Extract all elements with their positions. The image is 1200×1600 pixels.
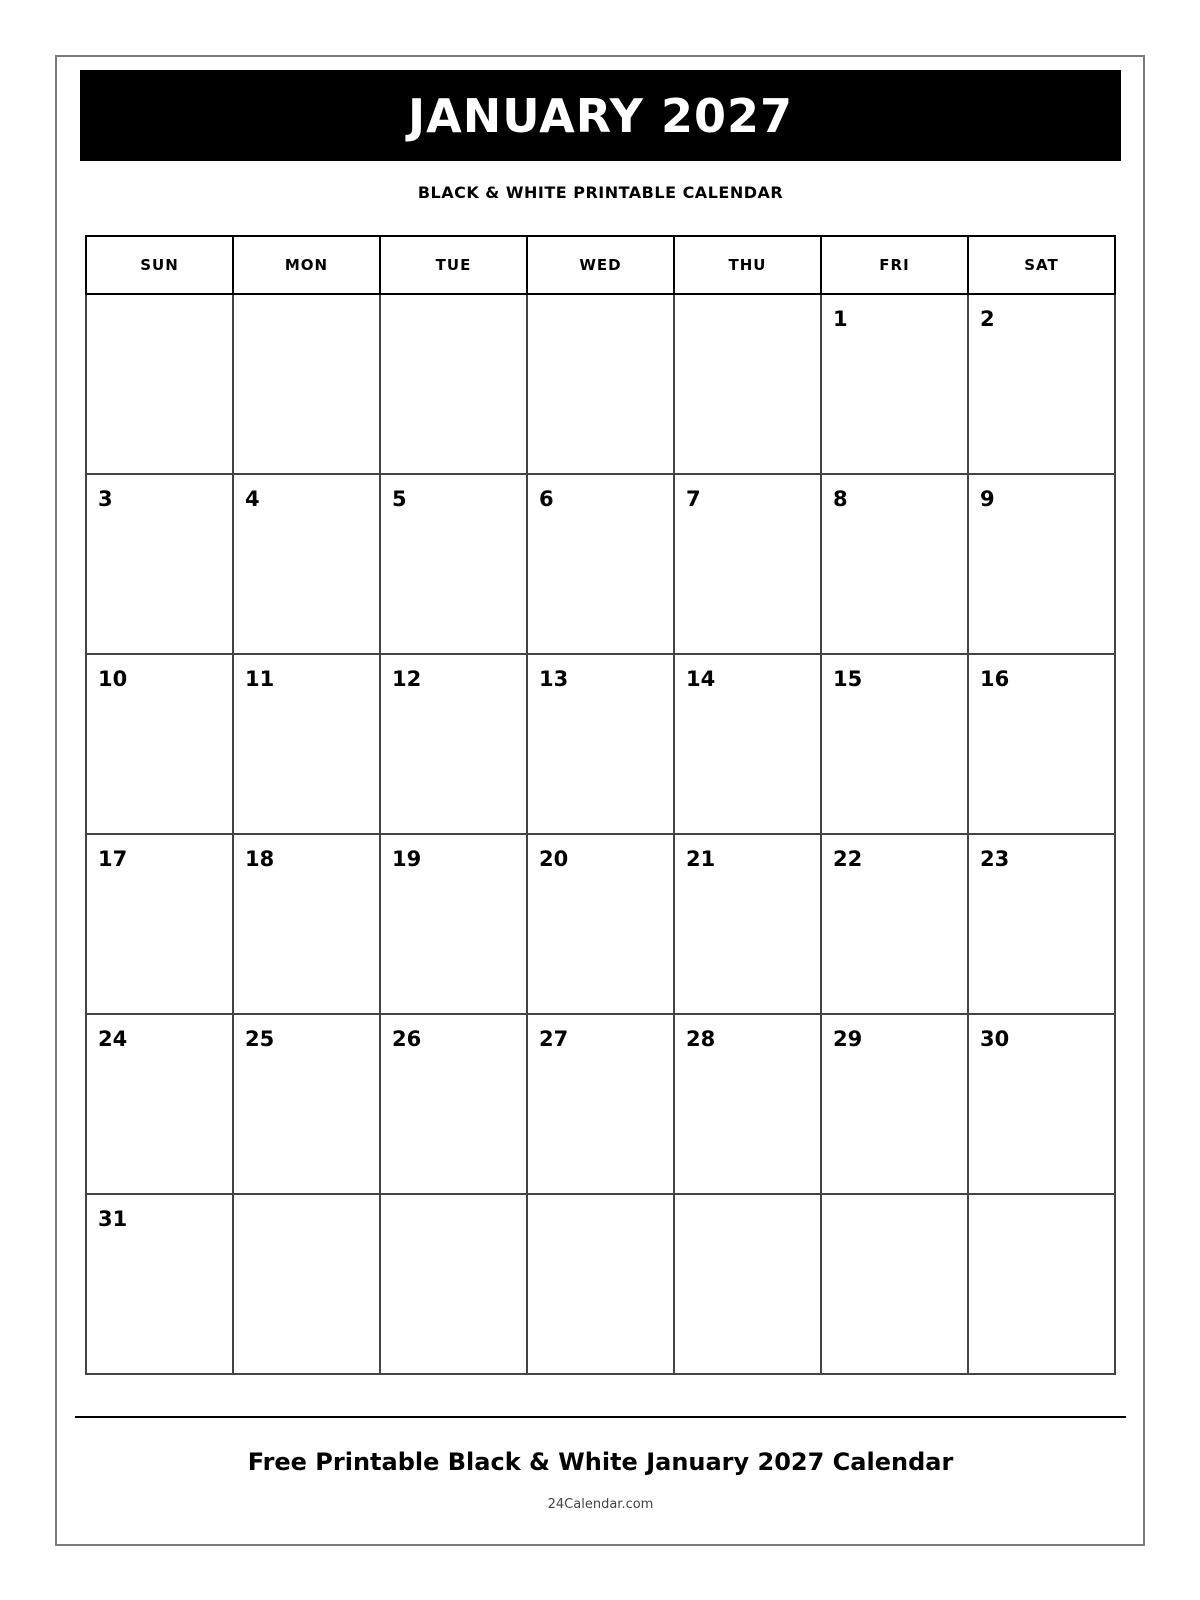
day-cell [380,294,527,474]
day-cell [968,474,1115,654]
day-number: 17 [98,847,128,871]
day-cell [233,1014,380,1194]
weekday-wed: WED [527,236,674,294]
month-title: JANUARY 2027 [407,88,793,143]
day-cell [527,654,674,834]
day-cell [674,834,821,1014]
day-number: 3 [98,487,113,511]
day-cell [527,834,674,1014]
day-cell [86,834,233,1014]
day-cell [674,1194,821,1374]
weekday-thu: THU [674,236,821,294]
weekday-sat: SAT [968,236,1115,294]
day-number: 26 [392,1027,422,1051]
day-cell [86,294,233,474]
day-cell [821,1014,968,1194]
day-cell [380,654,527,834]
day-number: 4 [245,487,260,511]
day-cell [233,474,380,654]
day-cell [527,474,674,654]
day-number: 12 [392,667,422,691]
day-number: 8 [833,487,848,511]
day-cell [233,1194,380,1374]
day-cell [821,294,968,474]
week-row-5 [86,1014,1115,1194]
day-number: 7 [686,487,701,511]
day-cell [821,1194,968,1374]
day-number: 2 [980,307,995,331]
calendar-subtitle: BLACK & WHITE PRINTABLE CALENDAR [417,183,784,202]
day-number: 19 [392,847,422,871]
day-number: 24 [98,1027,128,1051]
day-cell [968,654,1115,834]
day-number: 5 [392,487,407,511]
day-number: 16 [980,667,1010,691]
day-cell [527,1014,674,1194]
day-cell [233,654,380,834]
footer-site-credit: 24Calendar.com [547,1497,654,1512]
day-cell [674,294,821,474]
day-cell [968,1194,1115,1374]
day-cell [380,1194,527,1374]
day-number: 9 [980,487,995,511]
day-number: 22 [833,847,863,871]
day-cell [674,654,821,834]
day-number: 10 [98,667,128,691]
day-number: 20 [539,847,569,871]
day-cell [821,834,968,1014]
week-row-2 [86,474,1115,654]
week-row-1 [86,294,1115,474]
day-cell [233,834,380,1014]
day-number: 15 [833,667,863,691]
month-title-banner [80,70,1121,161]
day-number: 6 [539,487,554,511]
day-number: 31 [98,1207,128,1231]
day-cell [674,1014,821,1194]
day-number: 28 [686,1027,716,1051]
day-number: 25 [245,1027,275,1051]
week-row-6 [86,1194,1115,1374]
footer-divider [75,1416,1126,1418]
day-cell [821,474,968,654]
day-cell [86,1014,233,1194]
day-number: 29 [833,1027,863,1051]
day-number: 14 [686,667,716,691]
day-cell [380,834,527,1014]
week-row-3 [86,654,1115,834]
day-number: 21 [686,847,716,871]
day-cell [968,1014,1115,1194]
day-cell [527,1194,674,1374]
day-cell [86,654,233,834]
weekday-header-row [86,236,1115,294]
day-cell [380,1014,527,1194]
day-cell [86,1194,233,1374]
day-cell [86,474,233,654]
day-number: 27 [539,1027,569,1051]
day-number: 23 [980,847,1010,871]
day-cell [968,834,1115,1014]
day-number: 1 [833,307,848,331]
day-number: 18 [245,847,275,871]
day-cell [380,474,527,654]
footer-title: Free Printable Black & White January 2027 Calendar [247,1448,954,1476]
weekday-mon: MON [233,236,380,294]
day-cell [968,294,1115,474]
day-number: 13 [539,667,569,691]
calendar-grid [85,235,1116,1375]
day-number: 30 [980,1027,1010,1051]
weekday-sun: SUN [86,236,233,294]
weekday-tue: TUE [380,236,527,294]
day-number: 11 [245,667,275,691]
week-row-4 [86,834,1115,1014]
day-cell [674,474,821,654]
day-cell [821,654,968,834]
day-cell [527,294,674,474]
weekday-fri: FRI [821,236,968,294]
day-cell [233,294,380,474]
